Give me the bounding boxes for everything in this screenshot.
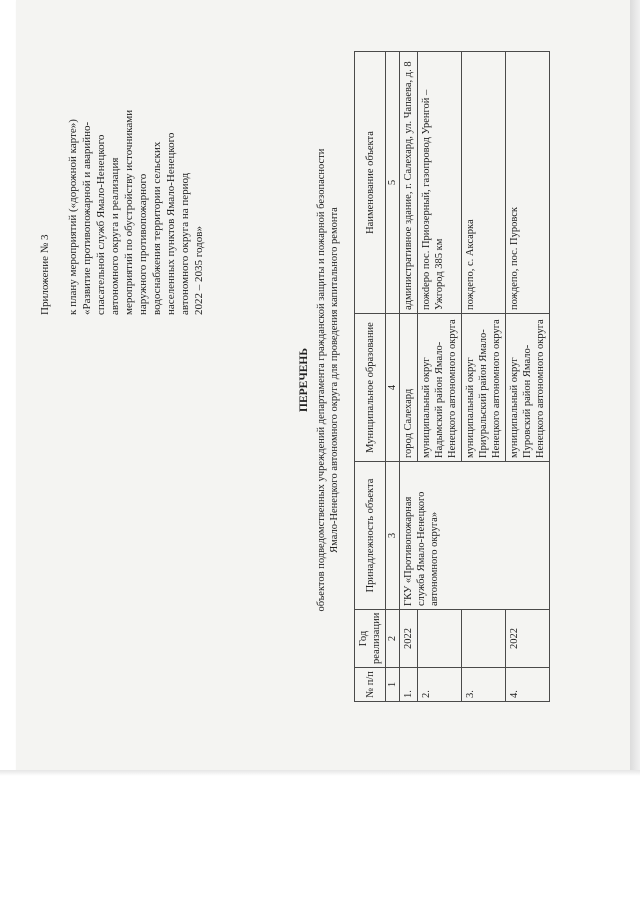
row-municipality: муниципальный округ Пуровский район Ямало-Ненецкого автономного округа	[506, 314, 550, 462]
table-row	[400, 52, 418, 702]
row-num: 1.	[400, 668, 418, 702]
row-year: 2022	[400, 610, 418, 668]
document-title: ПЕРЕЧЕНЬ	[298, 348, 310, 412]
header-municipality: Муниципальное образование	[355, 314, 386, 462]
annex-line: наружного противопожарного	[137, 173, 149, 315]
row-object: пожdepo пос. Приозерный, газопровод Уренгой – Ужгород 385 км	[418, 52, 462, 314]
index-cell: 5	[386, 52, 400, 314]
header-year: Год реализации	[355, 610, 386, 668]
row-municipality: город Салехард	[400, 314, 418, 462]
annex-line: населенных пунктов Ямало-Ненецкого	[165, 132, 177, 315]
annex-line: мероприятий по обустройству источниками	[123, 109, 135, 315]
page-edge-shadow	[630, 0, 640, 770]
row-municipality: муниципальный округ Надымский район Ямало-Ненецкого автономного округа	[418, 314, 462, 462]
header-owner: Принадлежность объекта	[355, 462, 386, 610]
index-cell: 3	[386, 462, 400, 610]
objects-table	[354, 51, 550, 702]
page-bottom-shadow	[0, 770, 640, 776]
document-heading	[298, 50, 341, 710]
index-cell: 2	[386, 610, 400, 668]
row-municipality: муниципальный округ Приуральский район Ямало-Ненецкого автономного округа	[462, 314, 506, 462]
index-cell: 4	[386, 314, 400, 462]
annex-line: автономного округа и реализация	[109, 157, 121, 315]
annex-block	[38, 15, 206, 315]
row-year: 2022	[506, 610, 550, 668]
header-num: № п/п	[355, 668, 386, 702]
row-num: 2.	[418, 668, 462, 702]
annex-line: спасательной служб Ямало-Ненецкого	[95, 134, 107, 315]
document-subtitle-line: Ямало-Ненецкого автономного округа для проведения капитального ремонта	[329, 207, 340, 553]
header-object: Наименование объекта	[355, 52, 386, 314]
annex-line: водоснабжения территории сельских	[151, 141, 163, 315]
row-owner: ГКУ «Противопожарная служба Ямало-Ненецкого автономного округа»	[400, 462, 550, 610]
annex-line: «Развитие противопожарной и аварийно-	[81, 121, 93, 315]
rotated-content	[16, 0, 616, 770]
row-object: административное здание, г. Салехард, ул. Чапаева, д. 8	[400, 52, 418, 314]
annex-line: 2022 – 2035 годов»	[193, 226, 205, 315]
table-index-row	[386, 52, 400, 702]
row-year	[462, 610, 506, 668]
document-subtitle-line: объектов подведомственных учреждений департамента гражданской защиты и пожарной безопасности	[316, 148, 327, 612]
row-object: пождепо, с. Аксарка	[462, 52, 506, 314]
annex-line: к плану мероприятий («дорожной карте»)	[67, 119, 79, 315]
row-num: 4.	[506, 668, 550, 702]
table-header-row	[355, 52, 386, 702]
index-cell: 1	[386, 668, 400, 702]
annex-title: Приложение № 3	[39, 234, 51, 315]
annex-line: автономного округа на период	[179, 172, 191, 315]
row-num: 3.	[462, 668, 506, 702]
row-year	[418, 610, 462, 668]
row-object: пождепо, пос. Пуровск	[506, 52, 550, 314]
